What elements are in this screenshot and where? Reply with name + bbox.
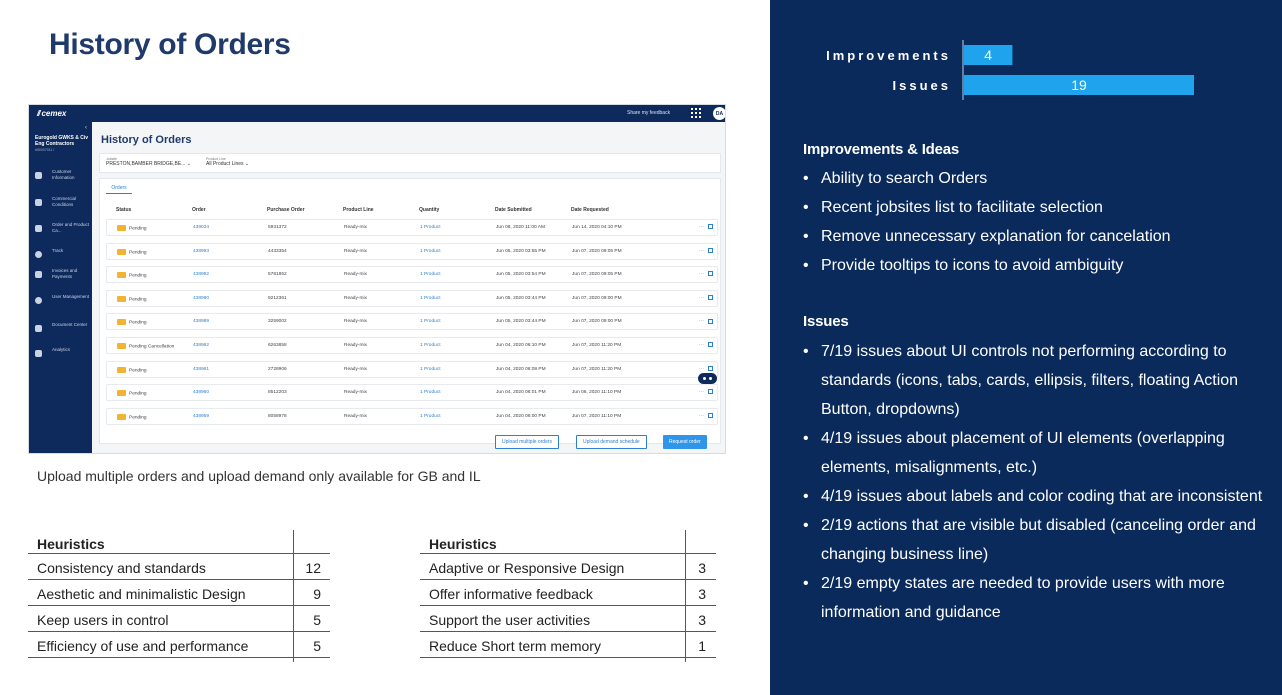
submitted-cell: Jun 08, 2020 11:00 AM xyxy=(496,225,545,230)
column-header: Purchase Order xyxy=(267,207,305,213)
table-row xyxy=(28,632,330,658)
status-badge xyxy=(117,343,126,349)
expand-icon[interactable] xyxy=(708,389,713,394)
heuristic-name: Aesthetic and minimalistic Design xyxy=(37,586,246,602)
table-row xyxy=(420,632,716,658)
checkbox-icon xyxy=(35,225,42,232)
column-header: Quantity xyxy=(419,207,440,213)
po-cell: 8058978 xyxy=(268,413,287,419)
bar-value-label: 4 xyxy=(984,47,993,63)
upload-multiple-orders-button[interactable]: Upload multiple orders xyxy=(495,435,559,449)
row-actions xyxy=(699,366,713,372)
jobsite-filter[interactable]: Jobsite PRESTON,BAMBER BRIDGE,BE... ⌄ xyxy=(106,157,191,167)
improvements-title: Improvements & Ideas xyxy=(803,141,960,158)
category-label: Improvements xyxy=(826,48,951,63)
table-row[interactable] xyxy=(106,313,718,330)
submitted-cell: Jun 05, 2020 03:44 PM xyxy=(496,319,546,325)
sidebar-item[interactable] xyxy=(29,248,92,266)
availability-caption: Upload multiple orders and upload demand only available for GB and IL xyxy=(37,468,481,484)
heuristic-name: Keep users in control xyxy=(37,612,169,628)
requested-cell: Jun 06, 2020 11:10 PM xyxy=(572,390,622,396)
quantity-cell[interactable]: 1 Product xyxy=(420,295,441,301)
table-row xyxy=(420,580,716,606)
table-row[interactable] xyxy=(106,408,718,425)
sidebar-item[interactable] xyxy=(29,268,92,286)
submitted-cell: Jun 04, 2020 06:01 PM xyxy=(496,390,546,396)
heuristic-count: 3 xyxy=(698,586,706,602)
heuristics-table-right xyxy=(420,530,716,658)
cemex-logo: // cemex xyxy=(37,109,67,118)
column-header[interactable]: Date Requested xyxy=(571,207,609,213)
sidebar-item-label: Commercial Conditions xyxy=(52,196,77,207)
expand-icon[interactable] xyxy=(708,413,713,418)
sidebar-item[interactable] xyxy=(29,347,92,365)
status-cell: Pending xyxy=(117,249,147,255)
po-cell: 2728906 xyxy=(268,366,287,372)
table-row xyxy=(28,580,330,606)
heuristic-name: Offer informative feedback xyxy=(429,586,593,602)
quantity-cell[interactable]: 1 Product xyxy=(420,272,441,278)
heuristic-name: Efficiency of use and performance xyxy=(37,638,249,654)
column-header: Order xyxy=(192,207,206,213)
requested-cell: Jun 07, 2020 09:00 PM xyxy=(572,319,622,325)
status-badge xyxy=(117,296,126,302)
heuristic-count: 5 xyxy=(313,638,321,654)
chevron-down-icon: ⌄ xyxy=(244,161,250,167)
heuristics-table-left xyxy=(28,530,330,658)
expand-icon[interactable] xyxy=(708,295,713,300)
status-cell: Pending xyxy=(117,319,147,325)
ellipsis-icon[interactable]: ··· xyxy=(699,389,704,396)
quantity-cell[interactable]: 1 Product xyxy=(420,390,441,396)
bar-value-label: 19 xyxy=(1071,77,1087,93)
heuristic-count: 3 xyxy=(698,560,706,576)
po-cell: 8512203 xyxy=(268,390,287,396)
requested-cell: Jun 07, 2020 11:20 PM xyxy=(572,343,622,348)
status-badge xyxy=(117,272,126,278)
expand-icon[interactable] xyxy=(708,271,713,276)
orders-card xyxy=(99,178,721,444)
request-order-button[interactable]: Request order xyxy=(663,435,707,449)
order-cell[interactable]: 438993 xyxy=(193,248,210,254)
heuristic-count: 9 xyxy=(313,586,321,602)
status-cell: Pending xyxy=(117,367,147,373)
row-actions xyxy=(699,224,713,230)
company-name: Eurogold GWKS & Civ Eng Contractors xyxy=(35,135,89,147)
expand-icon[interactable] xyxy=(708,248,713,253)
order-cell[interactable]: 438961 xyxy=(193,366,210,372)
table-row[interactable] xyxy=(106,266,718,283)
issues-title: Issues xyxy=(803,313,849,330)
order-cell[interactable]: 438989 xyxy=(193,319,210,325)
row-actions xyxy=(699,389,713,395)
table-row[interactable] xyxy=(106,290,718,307)
order-cell[interactable]: 439034 xyxy=(193,225,210,230)
improvements-list xyxy=(803,164,1263,280)
quantity-cell[interactable]: 1 Product xyxy=(420,366,441,372)
tab-orders[interactable]: Orders xyxy=(106,185,132,194)
sidebar-item-label: Document Center xyxy=(52,322,88,327)
heuristic-count: 12 xyxy=(305,560,321,576)
sidebar-item[interactable] xyxy=(29,169,92,187)
sidebar-item-label: Analytics xyxy=(52,347,71,352)
bullet-item: • 2/19 actions that are visible but disabled (canceling order and changing business line) xyxy=(803,511,1263,569)
sidebar-item[interactable] xyxy=(29,322,92,340)
requested-cell: Jun 07, 2020 09:05 PM xyxy=(572,248,622,254)
table-header: Heuristics xyxy=(429,536,497,552)
bullet-item: • 4/19 issues about placement of UI elements (overlapping elements, misalignments, etc.) xyxy=(803,424,1263,482)
requested-cell: Jun 07, 2020 09:05 PM xyxy=(572,272,622,278)
ellipsis-icon[interactable]: ··· xyxy=(699,247,704,254)
row-actions xyxy=(699,342,713,348)
status-badge xyxy=(117,249,126,255)
requested-cell: Jun 07, 2020 11:20 PM xyxy=(572,366,622,372)
ellipsis-icon[interactable]: ··· xyxy=(699,318,704,325)
ellipsis-icon[interactable]: ··· xyxy=(699,224,704,230)
heuristic-name: Adaptive or Responsive Design xyxy=(429,560,625,576)
slide-title: History of Orders xyxy=(49,28,291,61)
findings-panel xyxy=(770,0,1282,695)
status-cell: Pending xyxy=(117,225,147,231)
filter-bar xyxy=(99,153,721,173)
requested-cell: Jun 07, 2020 09:00 PM xyxy=(572,295,622,301)
heuristic-count: 1 xyxy=(698,638,706,654)
ellipsis-icon[interactable]: ··· xyxy=(699,342,704,348)
table-row[interactable] xyxy=(106,337,718,354)
ellipsis-icon[interactable]: ··· xyxy=(699,294,704,301)
sidebar-item[interactable] xyxy=(29,294,92,312)
upload-demand-schedule-button[interactable]: Upload demand schedule xyxy=(576,435,647,449)
heuristic-name: Reduce Short term memory xyxy=(429,638,601,654)
table-row[interactable] xyxy=(106,361,718,378)
product-line-cell: Ready-mix xyxy=(344,390,367,396)
bullet-item: • 7/19 issues about UI controls not performing according to standards (icons, tabs, cards, ellipsis, filters, floating Action Button, dropdowns) xyxy=(803,337,1263,424)
submitted-cell: Jun 04, 2020 06:10 PM xyxy=(496,343,546,348)
status-cell: Pending xyxy=(117,296,147,302)
bullet-item: • Recent jobsites list to facilitate selection xyxy=(803,193,1263,222)
order-cell[interactable]: 438990 xyxy=(193,295,210,301)
issues-list xyxy=(803,337,1263,627)
table-row[interactable] xyxy=(106,219,718,236)
sidebar-item-label: User Management xyxy=(52,294,90,299)
expand-icon[interactable] xyxy=(708,224,713,229)
location-pin-icon xyxy=(35,172,42,179)
status-cell: Pending xyxy=(117,390,147,396)
status-badge xyxy=(117,367,126,373)
order-cell[interactable]: 438962 xyxy=(193,343,210,348)
expand-icon[interactable] xyxy=(708,366,713,371)
quantity-cell[interactable]: 1 Product xyxy=(420,343,441,348)
row-actions xyxy=(699,413,713,419)
status-cell: Pending xyxy=(117,414,147,420)
avatar[interactable]: DA xyxy=(713,107,726,120)
app-main xyxy=(92,122,726,454)
bullet-item: • Ability to search Orders xyxy=(803,164,1263,193)
ellipsis-icon[interactable]: ··· xyxy=(699,271,704,278)
globe-icon xyxy=(35,251,42,258)
table-header-row xyxy=(28,530,330,554)
document-icon xyxy=(35,199,42,206)
table-row xyxy=(420,554,716,580)
column-header: Product Line xyxy=(343,207,374,213)
heuristic-name: Support the user activities xyxy=(429,612,591,628)
ellipsis-icon[interactable]: ··· xyxy=(699,365,704,372)
quantity-cell[interactable]: 1 Product xyxy=(420,225,441,230)
share-feedback-link[interactable]: Share my feedback xyxy=(627,110,671,116)
po-cell: 4433354 xyxy=(268,248,287,254)
table-row[interactable] xyxy=(106,384,718,401)
row-actions xyxy=(699,318,713,324)
app-page-title: History of Orders xyxy=(101,134,192,146)
row-actions xyxy=(699,295,713,301)
po-cell: 9212361 xyxy=(268,295,287,301)
order-cell[interactable]: 438960 xyxy=(193,390,210,396)
sidebar-item[interactable] xyxy=(29,196,92,214)
ellipsis-icon[interactable]: ··· xyxy=(699,412,704,419)
table-row xyxy=(28,554,330,580)
sidebar-item-label: Order and Product Ca... xyxy=(52,222,90,233)
gear-icon xyxy=(35,297,42,304)
submitted-cell: Jun 04, 2020 06:00 PM xyxy=(496,413,546,419)
product-line-cell: Ready-mix xyxy=(344,343,367,348)
status-badge xyxy=(117,225,126,231)
status-badge xyxy=(117,319,126,325)
table-header: Heuristics xyxy=(37,536,105,552)
product-line-cell: Ready-mix xyxy=(344,319,367,325)
column-header[interactable]: Date Submitted xyxy=(495,207,532,213)
apps-grid-icon[interactable] xyxy=(691,108,701,118)
category-label: Issues xyxy=(892,78,951,93)
product-line-cell: Ready-mix xyxy=(344,366,367,372)
product-line-cell: Ready-mix xyxy=(344,413,367,419)
status-badge xyxy=(117,414,126,420)
chevron-down-icon: ⌄ xyxy=(186,161,191,167)
requested-cell: Jun 07, 2020 11:10 PM xyxy=(572,413,622,419)
bullet-item: • Provide tooltips to icons to avoid ambiguity xyxy=(803,251,1263,280)
po-cell: 5931372 xyxy=(268,225,287,230)
column-header: Status xyxy=(116,207,132,213)
status-cell: Pending Cancellation xyxy=(117,343,174,349)
table-header-row xyxy=(420,530,716,554)
quantity-cell[interactable]: 1 Product xyxy=(420,248,441,254)
bullet-item: • Remove unnecessary explanation for cancelation xyxy=(803,222,1263,251)
expand-icon[interactable] xyxy=(708,319,713,324)
po-cell: 5781852 xyxy=(268,272,287,278)
product-line-cell: Ready-mix xyxy=(344,225,367,230)
po-cell: 3259002 xyxy=(268,319,287,325)
folder-icon xyxy=(35,325,42,332)
heuristic-count: 5 xyxy=(313,612,321,628)
bar-chart-icon xyxy=(35,350,42,357)
heuristic-count: 3 xyxy=(698,612,706,628)
floating-action-button[interactable] xyxy=(698,373,717,384)
table-row xyxy=(28,606,330,632)
money-icon xyxy=(35,271,42,278)
bullet-item: • 2/19 empty states are needed to provide users with more information and guidance xyxy=(803,569,1263,627)
quantity-cell[interactable]: 1 Product xyxy=(420,413,441,419)
submitted-cell: Jun 05, 2020 03:55 PM xyxy=(496,248,546,254)
row-actions xyxy=(699,248,713,254)
heuristic-name: Consistency and standards xyxy=(37,560,206,576)
status-badge xyxy=(117,390,126,396)
table-row[interactable] xyxy=(106,243,718,260)
requested-cell: Jun 14, 2020 04:10 PM xyxy=(572,225,622,230)
product-line-filter[interactable]: Product Line All Product Lines ⌄ xyxy=(206,157,250,167)
sidebar-item-label: Track xyxy=(52,248,64,253)
order-cell[interactable]: 438959 xyxy=(193,413,210,419)
product-line-cell: Ready-mix xyxy=(344,272,367,278)
collapse-chevron-icon[interactable]: ‹ xyxy=(85,125,87,131)
status-cell: Pending xyxy=(117,272,147,278)
product-line-cell: Ready-mix xyxy=(344,295,367,301)
order-cell[interactable]: 438992 xyxy=(193,272,210,278)
sidebar-item[interactable] xyxy=(29,222,92,240)
row-actions xyxy=(699,271,713,277)
company-id: #50007911 / xyxy=(35,148,55,152)
app-screenshot xyxy=(28,104,726,454)
app-topbar xyxy=(29,105,726,122)
submitted-cell: Jun 04, 2020 06:08 PM xyxy=(496,366,546,372)
product-line-cell: Ready-mix xyxy=(344,248,367,254)
quantity-cell[interactable]: 1 Product xyxy=(420,319,441,325)
sidebar-item-label: Customer Information xyxy=(52,169,75,180)
sidebar-item-label: Invoices and Payments xyxy=(52,268,78,279)
po-cell: 6263858 xyxy=(268,343,287,348)
submitted-cell: Jun 05, 2020 03:54 PM xyxy=(496,272,546,278)
submitted-cell: Jun 05, 2020 03:44 PM xyxy=(496,295,546,301)
bullet-item: • 4/19 issues about labels and color coding that are inconsistent xyxy=(803,482,1263,511)
table-row xyxy=(420,606,716,632)
app-sidebar xyxy=(29,122,92,454)
expand-icon[interactable] xyxy=(708,342,713,347)
findings-bar-chart xyxy=(770,0,1282,110)
